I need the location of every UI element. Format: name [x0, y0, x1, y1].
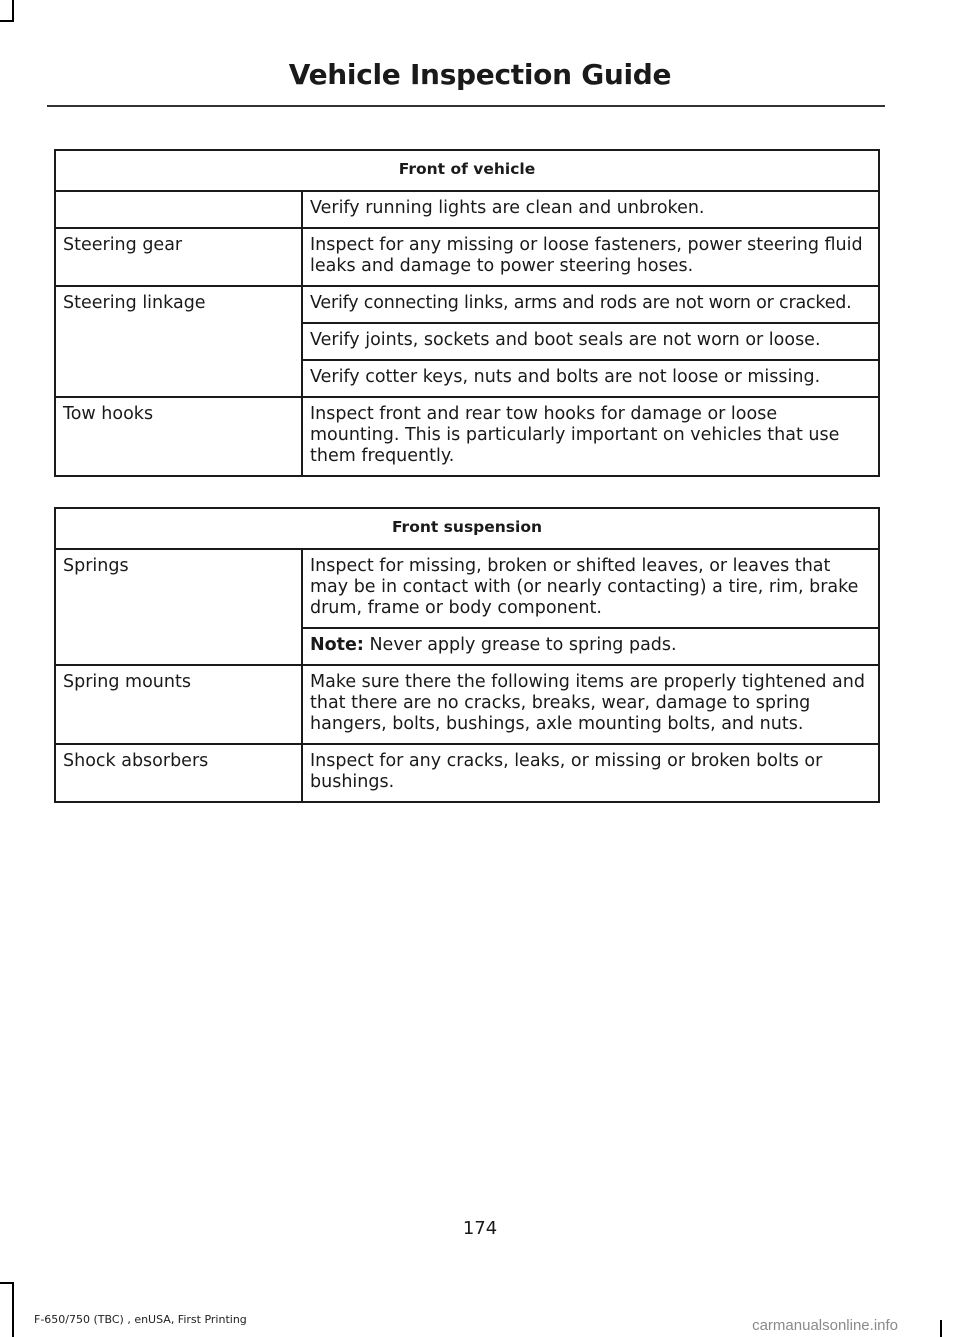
- note-cell: [302, 628, 879, 665]
- page-number: 174: [462, 1218, 498, 1239]
- title-divider: [47, 105, 885, 107]
- note-text: Never apply grease to spring pads.: [363, 635, 677, 655]
- crop-mark-bottom-right-vertical: [940, 1320, 942, 1337]
- table-row: [55, 286, 879, 323]
- description-cell: Inspect for any missing or loose fasteners, power steering fluid leaks and damage to power steering hoses.: [302, 228, 879, 286]
- front-suspension-table: [54, 507, 880, 803]
- item-cell: Shock absorbers: [55, 744, 302, 802]
- table-row: [55, 397, 879, 476]
- crop-mark-bottom-left-vertical: [12, 1282, 14, 1337]
- watermark: carmanualsonline.info: [752, 1317, 898, 1334]
- table-heading: Front of vehicle: [55, 150, 879, 191]
- table-row: [55, 191, 879, 228]
- description-cell: Inspect for any cracks, leaks, or missing or broken bolts or bushings.: [302, 744, 879, 802]
- description-cell: Verify connecting links, arms and rods are not worn or cracked.: [302, 286, 879, 323]
- description-cell: Inspect front and rear tow hooks for damage or loose mounting. This is particularly important on vehicles that use them frequently.: [302, 397, 879, 476]
- front-of-vehicle-table: [54, 149, 880, 477]
- note-label: Note:: [310, 635, 364, 655]
- table-row: [55, 665, 879, 744]
- table-header-row: [55, 150, 879, 191]
- table-header-row: [55, 508, 879, 549]
- description-cell: Verify cotter keys, nuts and bolts are not loose or missing.: [302, 360, 879, 397]
- table-row: [55, 549, 879, 628]
- crop-mark-top-left-horizontal: [0, 20, 14, 22]
- item-cell: Steering linkage: [55, 286, 302, 397]
- edition-info: F-650/750 (TBC) , enUSA, First Printing: [34, 1313, 247, 1326]
- item-cell: Springs: [55, 549, 302, 665]
- description-cell: Verify joints, sockets and boot seals are not worn or loose.: [302, 323, 879, 360]
- crop-mark-top-left-vertical: [12, 0, 14, 20]
- item-cell: Tow hooks: [55, 397, 302, 476]
- item-cell: Spring mounts: [55, 665, 302, 744]
- table-row: [55, 228, 879, 286]
- table-row: [55, 744, 879, 802]
- crop-mark-bottom-left-horizontal: [0, 1282, 14, 1284]
- item-cell: Steering gear: [55, 228, 302, 286]
- description-cell: Inspect for missing, broken or shifted leaves, or leaves that may be in contact with (or nearly contacting) a tire, rim, brake drum, frame or body component.: [302, 549, 879, 628]
- item-cell: [55, 191, 302, 228]
- page-title: Vehicle Inspection Guide: [288, 58, 672, 91]
- table-heading: Front suspension: [55, 508, 879, 549]
- description-cell: Verify running lights are clean and unbroken.: [302, 191, 879, 228]
- description-cell: Make sure there the following items are properly tightened and that there are no cracks, breaks, wear, damage to spring hangers, bolts, bushings, axle mounting bolts, and nuts.: [302, 665, 879, 744]
